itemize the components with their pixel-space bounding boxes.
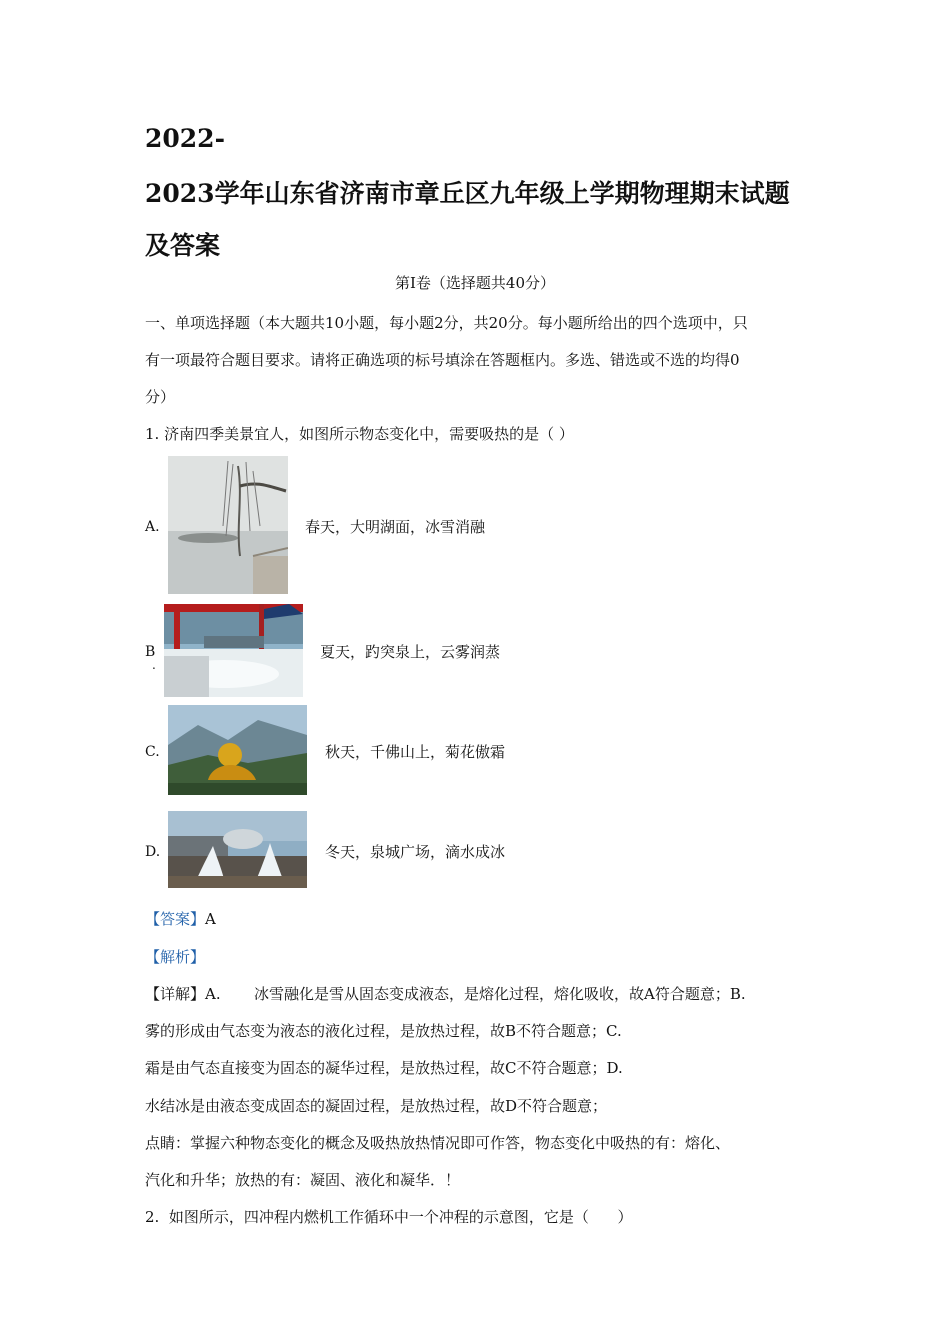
option-b-dot: .	[152, 658, 156, 672]
section-header: 第Ⅰ卷（选择题共40分）	[394, 274, 555, 292]
detail-line-2: 雾的形成由气态变为液态的液化过程，是放热过程，故B不符合题意；C.	[145, 1022, 622, 1040]
detail-line-4: 水结冰是由液态变成固态的凝固过程，是放热过程，故D不符合题意；	[145, 1097, 608, 1115]
option-d-text: 冬天，泉城广场，滴水成冰	[325, 843, 506, 861]
option-a-image	[168, 456, 288, 594]
doc-title-line-2: 2023学年山东省济南市章丘区九年级上学期物理期末试题	[145, 179, 790, 208]
detail-line-6: 汽化和升华；放热的有：凝固、液化和凝华．！	[145, 1171, 461, 1189]
answer-tag: 【答案】	[145, 910, 206, 928]
analysis-tag: 【解析】	[145, 948, 206, 966]
question-1-stem: 1. 济南四季美景宜人，如图所示物态变化中，需要吸热的是（ ）	[145, 425, 574, 443]
doc-title-line-1: 2022-	[145, 124, 225, 153]
detail-tag: 【详解】	[145, 985, 206, 1003]
instructions-line-3: 分）	[145, 388, 176, 406]
option-b-text: 夏天，趵突泉上，云雾润蒸	[320, 643, 501, 661]
option-c-image	[168, 705, 307, 795]
detail-line-3: 霜是由气态直接变为固态的凝华过程，是放热过程，故C不符合题意；D.	[145, 1059, 623, 1077]
option-a-text: 春天，大明湖面，冰雪消融	[305, 518, 486, 536]
instructions-line-2: 有一项最符合题目要求。请将正确选项的标号填涂在答题框内。多选、错选或不选的均得0	[145, 351, 740, 369]
answer-value: A	[205, 910, 216, 928]
option-a-letter: A.	[145, 519, 160, 535]
answer-line	[145, 909, 216, 929]
option-b-letter: B	[145, 644, 156, 660]
question-2-stem: 2. 如图所示，四冲程内燃机工作循环中一个冲程的示意图，它是（ ）	[145, 1208, 633, 1226]
option-c-text: 秋天，千佛山上，菊花傲霜	[325, 743, 506, 761]
option-b-image	[164, 604, 303, 697]
option-d-image	[168, 811, 307, 888]
instructions-line-1: 一、单项选择题（本大题共10小题，每小题2分，共20分。每小题所给出的四个选项中，只	[145, 314, 748, 332]
detail-text-1: A. 冰雪融化是雪从固态变成液态，是熔化过程，熔化吸收，故A符合题意；B.	[205, 985, 746, 1003]
option-d-letter: D.	[145, 844, 161, 860]
doc-title-line-3: 及答案	[145, 231, 221, 260]
detail-line-5: 点睛：掌握六种物态变化的概念及吸热放热情况即可作答，物态变化中吸热的有：熔化、	[145, 1134, 731, 1152]
option-c-letter: C.	[145, 744, 160, 760]
detail-line-1	[145, 984, 746, 1004]
